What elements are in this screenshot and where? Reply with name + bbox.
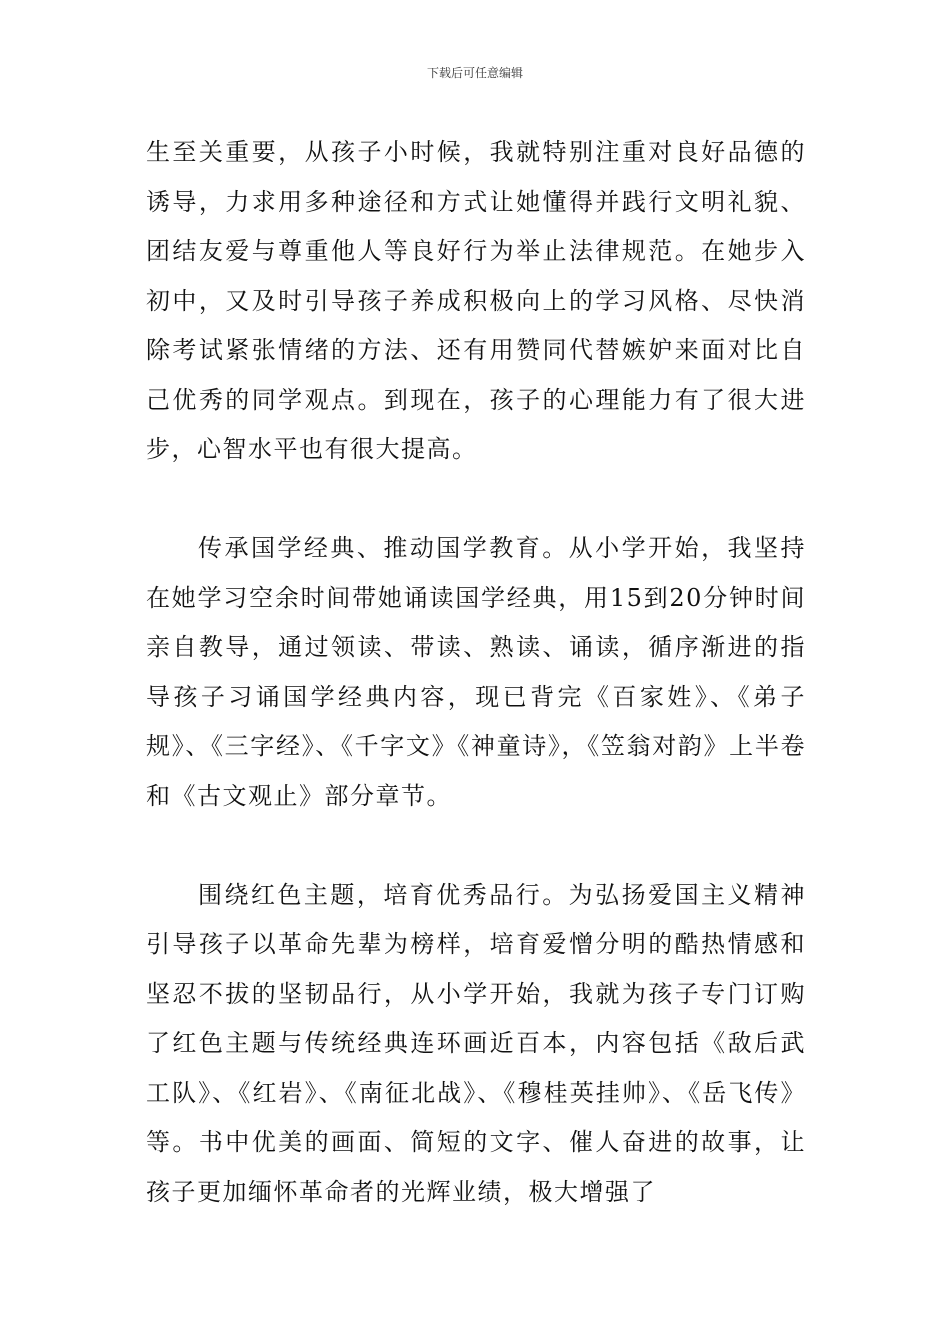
paragraph-3: 围绕红色主题，培育优秀品行。为弘扬爱国主义精神引导孩子以革命先辈为榜样，培育爱憎分明的酷热情感和坚忍不拔的坚韧品行，从小学开始，我就为孩子专门订购了红色主题与传统经典连环画近百本，内容包括《敌后武工队》、《红岩》、《南征北战》、《穆桂英挂帅》、《岳飞传》等。书中优美的画面、简短的文字、催人奋进的故事，让孩子更加缅怀革命者的光辉业绩，极大增强了 bbox=[146, 880, 806, 1206]
page-header-note: 下载后可任意编辑 bbox=[426, 66, 523, 80]
document-body bbox=[146, 128, 806, 1217]
paragraph-2: 传承国学经典、推动国学教育。从小学开始，我坚持在她学习空余时间带她诵读国学经典，用15到20分钟时间亲自教导，通过领读、带读、熟读、诵读，循序渐进的指导孩子习诵国学经典内容，现已背完《百家姓》、《弟子规》、《三字经》、《千字文》《神童诗》，《笠翁对韵》上半卷和《古文观止》部分章节。 bbox=[146, 534, 806, 810]
paragraph-1: 生至关重要，从孩子小时候，我就特别注重对良好品德的诱导，力求用多种途径和方式让她懂得并践行文明礼貌、团结友爱与尊重他人等良好行为举止法律规范。在她步入初中，又及时引导孩子养成积极向上的学习风格、尽快消除考试紧张情绪的方法、还有用赞同代替嫉妒来面对比自己优秀的同学观点。到现在，孩子的心理能力有了很大进步，心智水平也有很大提高。 bbox=[146, 138, 806, 463]
